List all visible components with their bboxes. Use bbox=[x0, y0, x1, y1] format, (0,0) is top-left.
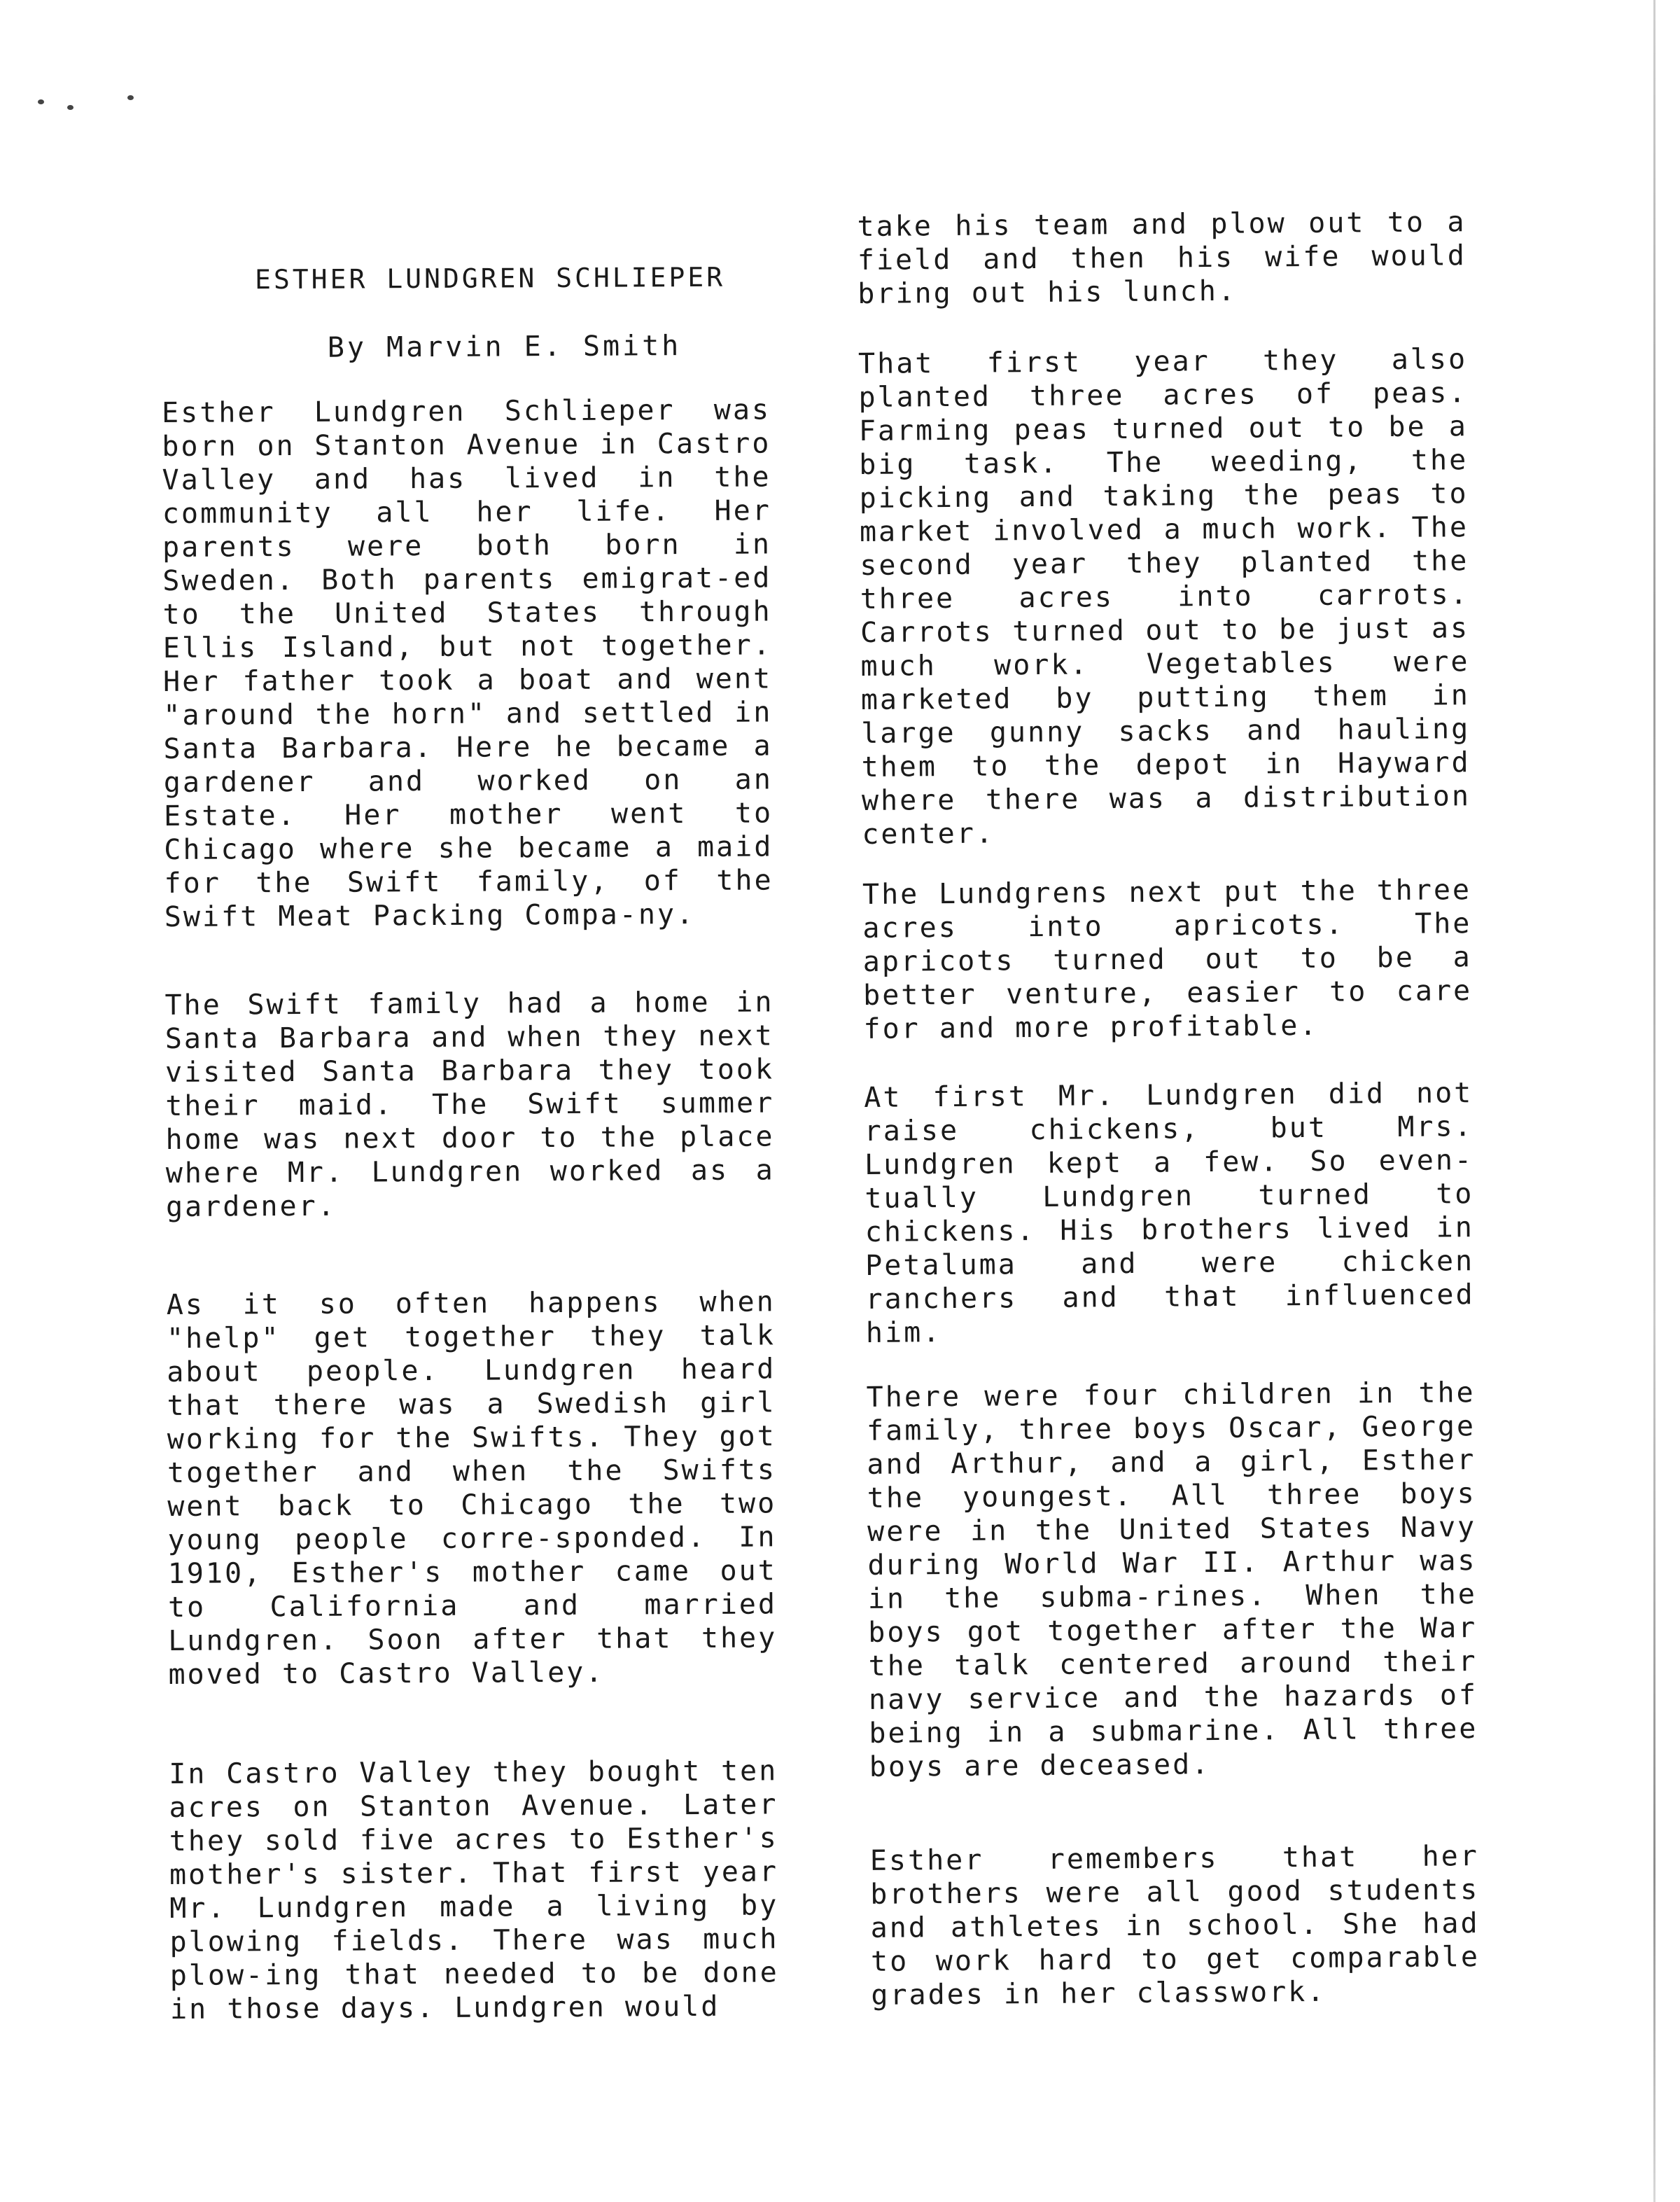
paragraph: The Lundgrens next put the three acres into apricots. The apricots turned out to be a better venture, easier to care for and more profitable. bbox=[862, 874, 1473, 1045]
paragraph: That first year they also planted three acres of peas. Farming peas turned out to be a big task. The weeding, the picking and taking the peas to market involved a much work. The second year they planted the three acres into carrots. Carrots turned out to be just as much work. Vegetables were marketed by putting them in large gunny sacks and hauling them to the depot in Hayward where there was a distribution center. bbox=[858, 343, 1471, 851]
paragraph: There were four children in the family, three boys Oscar, George and Arthur, and a girl, Esther the youngest. All three boys were in the United States Navy during World War II. Arthur was in the subma-rines. When the boys got together after the War the talk centered around their navy service and the hazards of being in a submarine. All three boys are deceased. bbox=[866, 1377, 1478, 1783]
article-title: ESTHER LUNDGREN SCHLIEPER bbox=[254, 261, 726, 295]
paragraph: Esther remembers that her brothers were all good students and athletes in school. She had to work hard to get comparable grades in her classwork. bbox=[869, 1840, 1480, 2012]
speck bbox=[38, 99, 44, 104]
paragraph: In Castro Valley they bought ten acres on Stanton Avenue. Later they sold five acres to Esther's mother's sister. That first year Mr. Lundgren made a living by plowing fields. There was much plow-ing that needed to be done in those days. Lundgren would bbox=[169, 1755, 779, 2026]
speck bbox=[67, 105, 74, 110]
paragraph: Esther Lundgren Schlieper was born on Stanton Avenue in Castro Valley and has lived in the community all her life. Her parents were both born in Sweden. Both parents emigrat-ed to the United States through Ellis Island, but not together. Her father took a boat and went "around the horn" and settled in Santa Barbara. Here he became a gardener and worked on an Estate. Her mother went to Chicago where she became a maid for the Swift family, of the Swift Meat Packing Compa-ny. bbox=[161, 393, 774, 933]
paragraph: take his team and plow out to a field and then his wife would bring out his lunch. bbox=[857, 206, 1467, 310]
article-byline: By Marvin E. Smith bbox=[327, 330, 682, 364]
page-edge-shadow bbox=[1653, 0, 1656, 2202]
speck bbox=[127, 95, 134, 100]
paragraph: As it so often happens when "help" get together they talk about people. Lundgren heard that there was a Swedish girl working for the Swifts. They got together and when the Swifts went back to Chicago the two young people corre-sponded. In 1910, Esther's mother came out to California and married Lundgren. Soon after that they moved to Castro Valley. bbox=[166, 1285, 778, 1691]
paragraph: At first Mr. Lundgren did not raise chickens, but Mrs. Lundgren kept a few. So even-tually Lundgren turned to chickens. His brothers lived in Petaluma and were chicken ranchers and that influenced him. bbox=[864, 1077, 1475, 1349]
paragraph: The Swift family had a home in Santa Barbara and when they next visited Santa Barbara they took their maid. The Swift summer home was next door to the place where Mr. Lundgren worked as a gardener. bbox=[164, 986, 775, 1223]
